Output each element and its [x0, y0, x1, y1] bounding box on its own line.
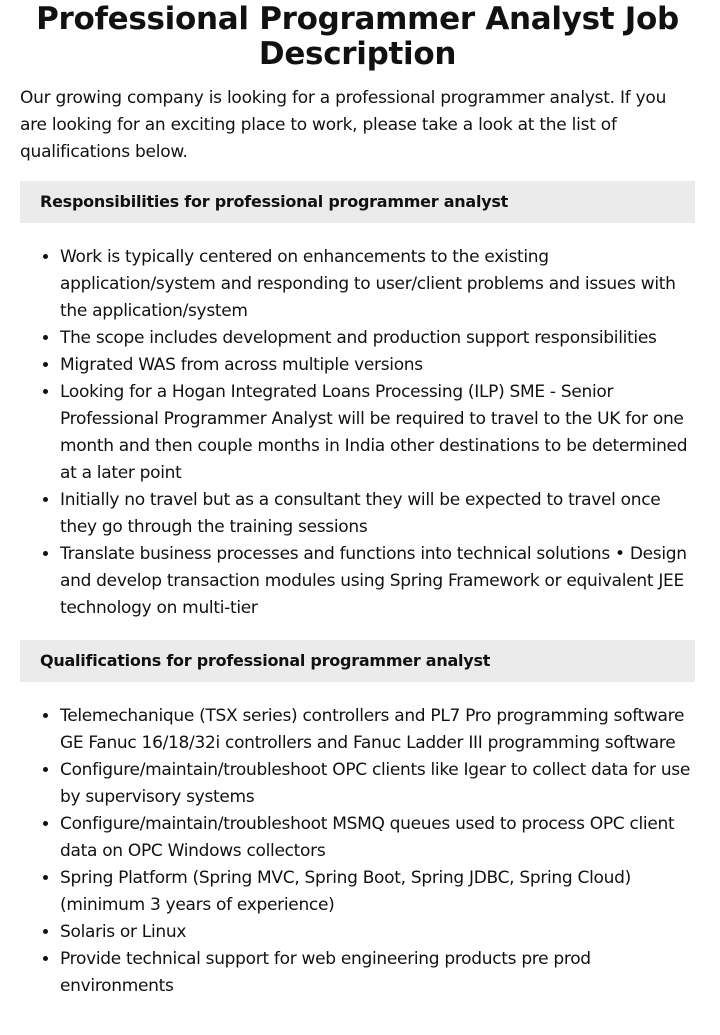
list-item: • Provide technical support for web engineering products pre prod environments [60, 946, 695, 1000]
list-item: • Work is typically centered on enhancements to the existing application/system and responding to user/client problems and issues with the application/system [60, 244, 695, 325]
responsibilities-list [20, 244, 695, 622]
list-item: • Solaris or Linux [60, 919, 695, 946]
list-item: • Initially no travel but as a consultant they will be expected to travel once they go through the training sessions [60, 487, 695, 541]
qualifications-heading: Qualifications for professional programmer analyst [20, 640, 695, 682]
list-item: • Migrated WAS from across multiple versions [60, 352, 695, 379]
job-description-page [0, 2, 720, 1000]
list-item: • Configure/maintain/troubleshoot OPC clients like Igear to collect data for use by supervisory systems [60, 757, 695, 811]
list-item: • Looking for a Hogan Integrated Loans Processing (ILP) SME - Senior Professional Programmer Analyst will be required to travel to the UK for one month and then couple months in India other destinations to be determined at a later point [60, 379, 695, 487]
qualifications-list [20, 703, 695, 1000]
list-item: • Configure/maintain/troubleshoot MSMQ queues used to process OPC client data on OPC Windows collectors [60, 811, 695, 865]
list-item: • The scope includes development and production support responsibilities [60, 325, 695, 352]
list-item: • Telemechanique (TSX series) controllers and PL7 Pro programming software GE Fanuc 16/18/32i controllers and Fanuc Ladder III programming software [60, 703, 695, 757]
intro-paragraph: Our growing company is looking for a professional programmer analyst. If you are looking for an exciting place to work, please take a look at the list of qualifications below. [20, 88, 667, 162]
page-title: Professional Programmer Analyst Job Description [36, 1, 679, 72]
list-item: • Spring Platform (Spring MVC, Spring Boot, Spring JDBC, Spring Cloud) (minimum 3 years of experience) [60, 865, 695, 919]
list-item: • Translate business processes and functions into technical solutions • Design and develop transaction modules using Spring Framework or equivalent JEE technology on multi-tier [60, 541, 695, 622]
responsibilities-heading: Responsibilities for professional programmer analyst [20, 181, 695, 223]
